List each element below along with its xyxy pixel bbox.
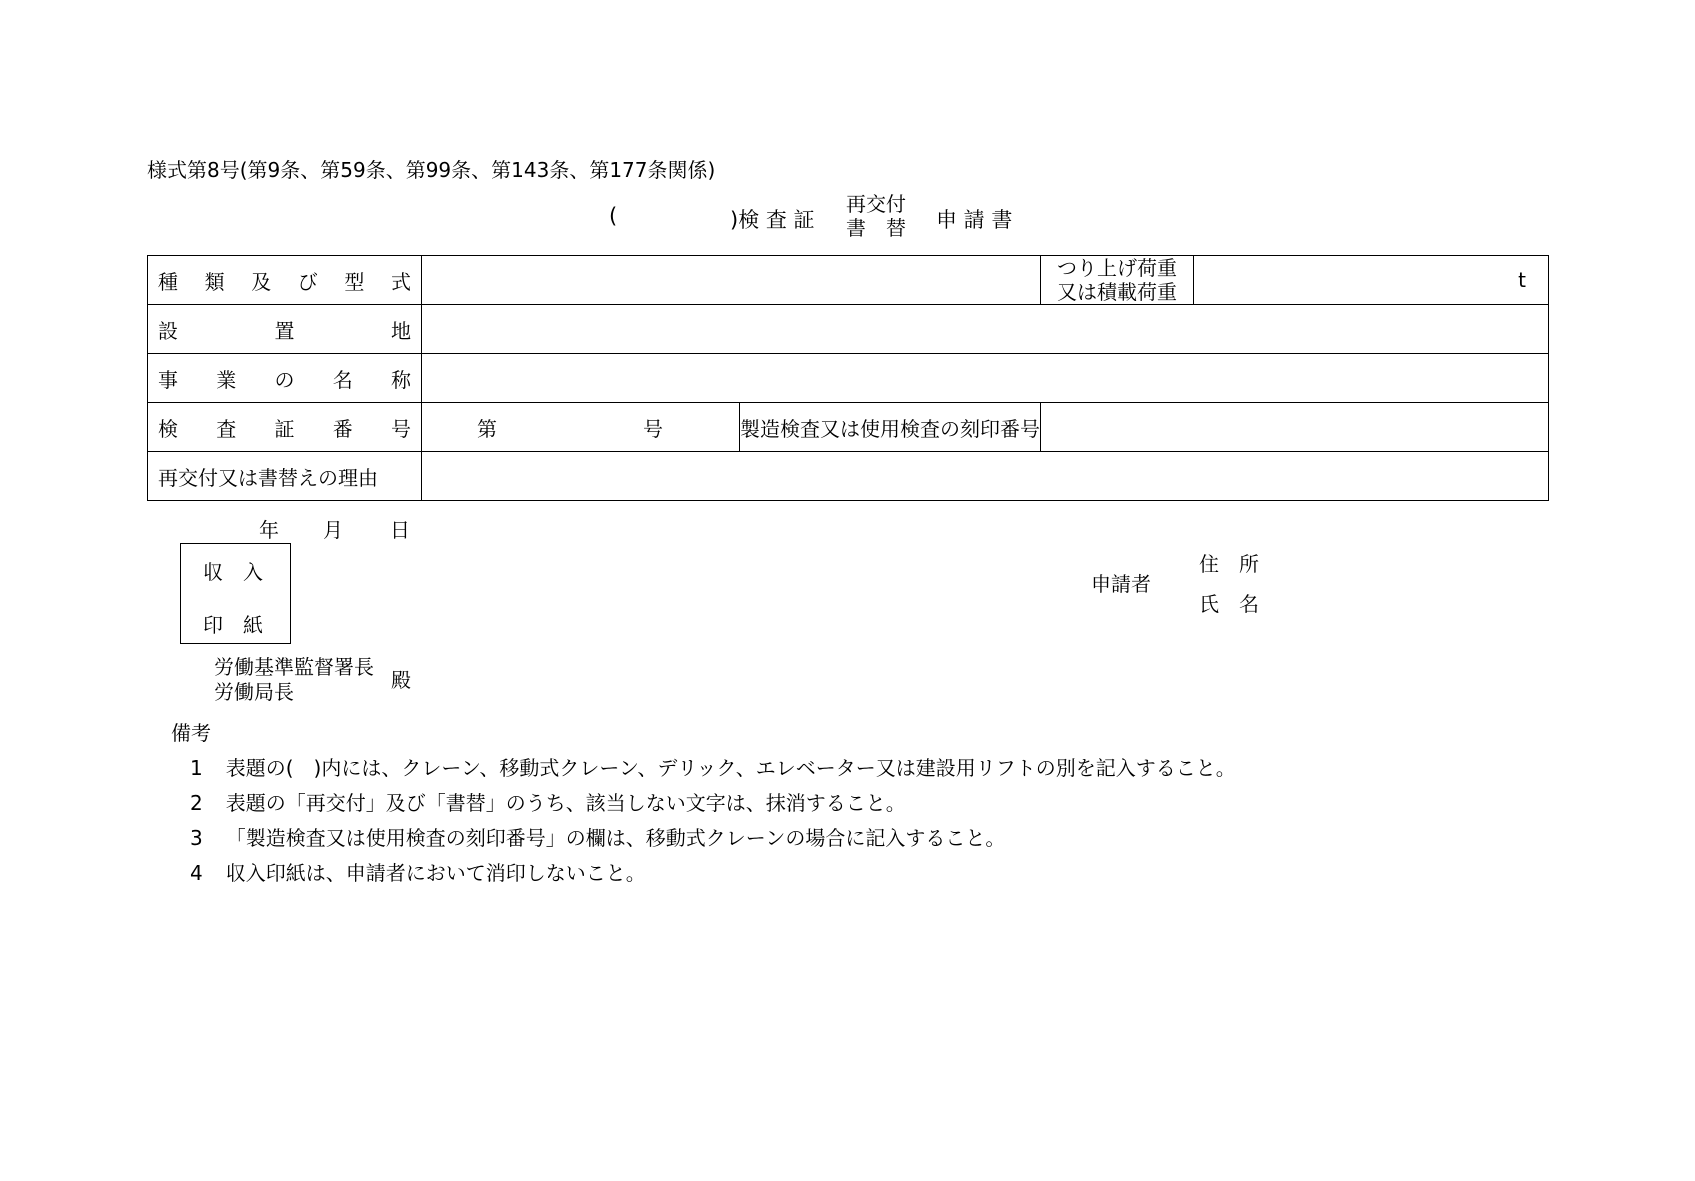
- row-location: [148, 305, 1549, 354]
- label-char: 地: [391, 318, 411, 343]
- label-type-model: [148, 256, 422, 305]
- label-location: [148, 305, 422, 354]
- field-stamp-number[interactable]: [1041, 403, 1549, 452]
- date-month: 月: [323, 518, 343, 542]
- stamp-label-top: 収 入: [203, 560, 263, 584]
- field-location[interactable]: [422, 305, 1549, 354]
- notes-heading: 備考: [171, 721, 211, 745]
- label-char: 及: [251, 269, 272, 294]
- addressee-labor-bureau: 労働局長: [214, 680, 294, 704]
- addressee-labor-standards-office: 労働基準監督署長: [214, 655, 374, 679]
- label-business-name: [148, 354, 422, 403]
- note-number: 3: [190, 826, 203, 850]
- applicant-name-label: 氏 名: [1199, 592, 1259, 616]
- note-number: 2: [190, 791, 203, 815]
- note-text: 表題の「再交付」及び「書替」のうち、該当しない文字は、抹消すること。: [225, 791, 906, 815]
- label-char: 号: [391, 416, 411, 441]
- row-reason: [148, 452, 1549, 501]
- label-char: の: [274, 367, 295, 392]
- label-stamp-number: [740, 403, 1041, 452]
- label-load-capacity: [1041, 256, 1194, 305]
- note-item: [190, 857, 646, 886]
- applicant-address-label: 住 所: [1199, 552, 1259, 576]
- row-type-model: [148, 256, 1549, 305]
- notes-list: [190, 752, 1540, 892]
- label-reason-text: 再交付又は書替えの理由: [158, 465, 378, 490]
- label-char: 査: [216, 416, 237, 441]
- note-item: [190, 752, 1236, 781]
- title-application: 申 請 書: [936, 208, 1013, 232]
- application-table: [147, 255, 1549, 501]
- date-year: 年: [259, 518, 279, 542]
- field-reason[interactable]: [422, 452, 1549, 501]
- field-business-name[interactable]: [422, 354, 1549, 403]
- label-certificate-number: [148, 403, 422, 452]
- label-char: 式: [390, 269, 411, 294]
- title-option-reissue: 再交付: [846, 192, 906, 216]
- cert-number-prefix: 第: [477, 416, 497, 441]
- label-char: 置: [274, 318, 295, 343]
- field-type-model[interactable]: [422, 256, 1041, 305]
- label-char: 型: [344, 269, 365, 294]
- note-number: 4: [190, 861, 203, 885]
- label-char: 種: [158, 269, 178, 294]
- label-stamp-number-text: 製造検査又は使用検査の刻印番号: [740, 416, 1040, 441]
- title-option-group: [846, 192, 906, 240]
- row-certificate-number: [148, 403, 1549, 452]
- date-day: 日: [390, 518, 410, 542]
- note-text: 表題の( )内には、クレーン、移動式クレーン、デリック、エレベーター又は建設用リフトの別を記入すること。: [225, 756, 1236, 780]
- label-loading-load: 又は積載荷重: [1057, 280, 1178, 304]
- label-char: び: [297, 269, 318, 294]
- stamp-label-bottom: 印 紙: [203, 613, 263, 637]
- form-number-header: 様式第8号(第9条、第59条、第99条、第143条、第177条関係): [147, 158, 716, 182]
- label-char: 設: [158, 318, 178, 343]
- label-char: 業: [216, 367, 237, 392]
- note-item: [190, 822, 1005, 851]
- field-load-capacity[interactable]: [1194, 256, 1549, 305]
- note-text: 「製造検査又は使用検査の刻印番号」の欄は、移動式クレーンの場合に記入すること。: [225, 826, 1006, 850]
- revenue-stamp-box: [180, 543, 291, 644]
- label-lifting-load: つり上げ荷重: [1057, 256, 1178, 280]
- unit-ton: t: [1518, 268, 1527, 292]
- applicant-label: 申請者: [1091, 572, 1151, 596]
- cert-number-suffix: 号: [643, 416, 663, 441]
- title-inspection-certificate: )検 査 証: [730, 208, 815, 232]
- note-number: 1: [190, 756, 203, 780]
- label-char: 事: [158, 367, 178, 392]
- label-char: 称: [391, 367, 411, 392]
- title-option-rewrite: 書 替: [846, 216, 906, 240]
- note-item: [190, 787, 906, 816]
- field-certificate-number[interactable]: [422, 403, 740, 452]
- title-open-paren: (: [609, 204, 618, 228]
- label-char: 類: [204, 269, 225, 294]
- label-char: 名: [332, 367, 353, 392]
- addressee-honorific: 殿: [391, 668, 411, 692]
- row-business-name: [148, 354, 1549, 403]
- note-text: 収入印紙は、申請者において消印しないこと。: [225, 861, 646, 885]
- label-char: 検: [158, 416, 178, 441]
- label-char: 証: [274, 416, 295, 441]
- label-reason: [148, 452, 422, 501]
- label-char: 番: [332, 416, 353, 441]
